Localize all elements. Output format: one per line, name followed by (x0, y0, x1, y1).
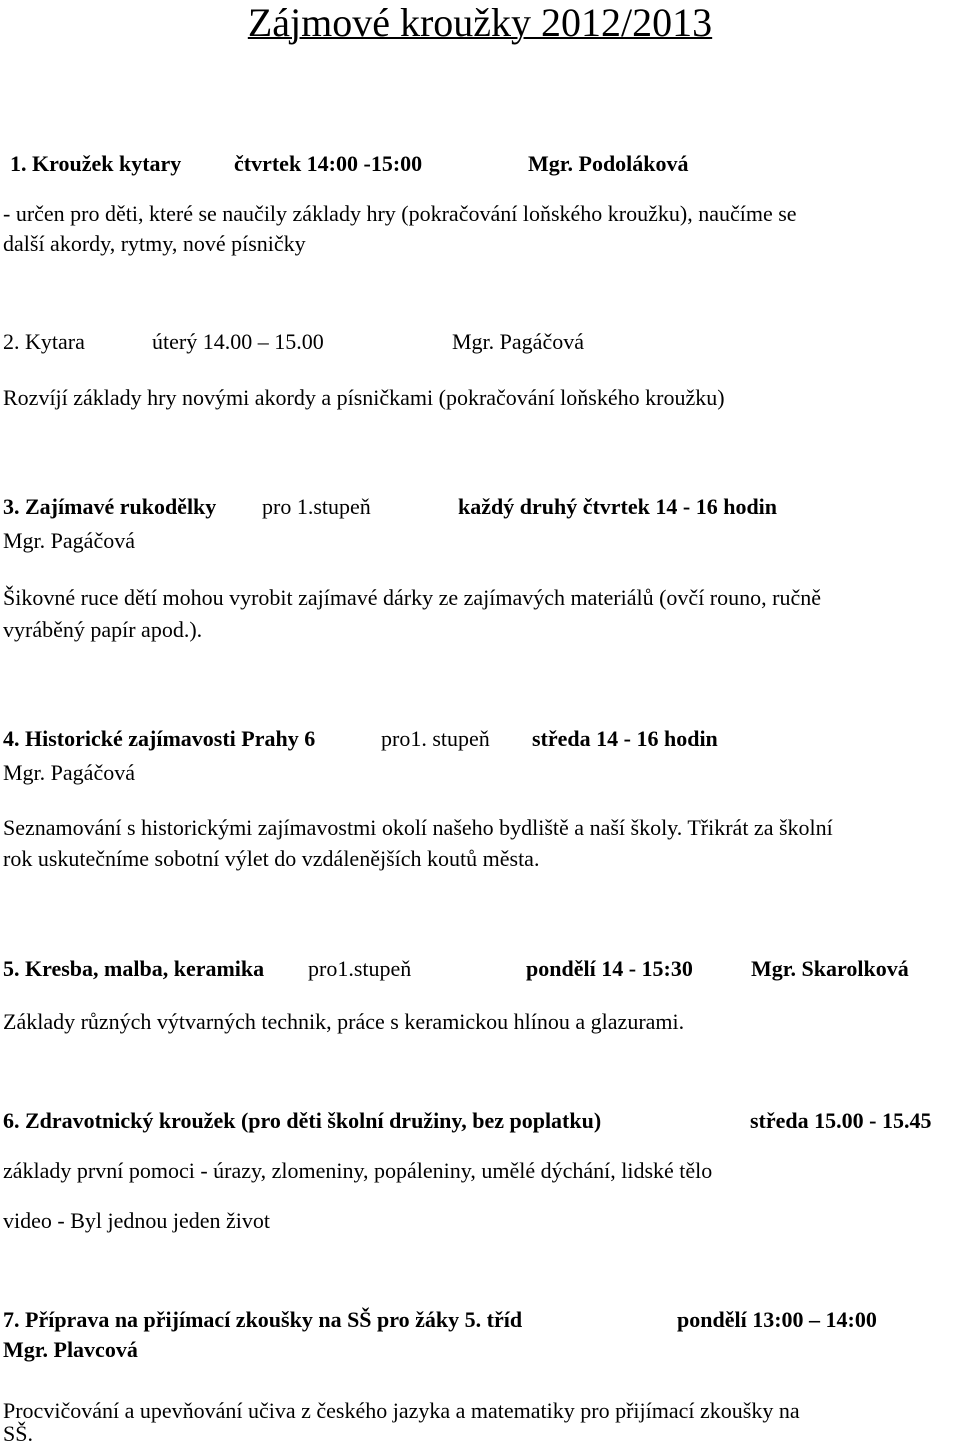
club-heading: 2. Kytara (3, 329, 85, 354)
club-teacher: Mgr. Pagáčová (3, 528, 135, 553)
club-teacher: Mgr. Plavcová (3, 1337, 138, 1362)
club-description: další akordy, rytmy, nové písničky (3, 231, 306, 256)
club-time: čtvrtek 14:00 -15:00 (234, 151, 423, 176)
club-audience: pro1.stupeň (308, 956, 412, 981)
club-time: úterý 14.00 – 15.00 (152, 329, 324, 354)
club-description: Základy různých výtvarných technik, práce s keramickou hlínou a glazurami. (3, 1009, 685, 1034)
club-description: SŠ. (3, 1421, 33, 1446)
club-description: základy první pomoci - úrazy, zlomeniny, popáleniny, umělé dýchání, lidské tělo (3, 1158, 713, 1183)
club-time: středa 15.00 - 15.45 (750, 1108, 932, 1133)
club-heading: 3. Zajímavé rukodělky (3, 494, 217, 519)
club-description: Procvičování a upevňování učiva z českého jazyka a matematiky pro přijímací zkoušky na (3, 1398, 800, 1423)
club-heading: 1. Kroužek kytary (10, 151, 182, 176)
club-teacher: Mgr. Skarolková (751, 956, 909, 981)
club-time: pondělí 13:00 – 14:00 (677, 1307, 877, 1332)
club-description: rok uskutečníme sobotní výlet do vzdálenějších koutů města. (3, 846, 540, 871)
club-audience: pro 1.stupeň (262, 494, 371, 519)
club-heading: 4. Historické zajímavosti Prahy 6 (3, 726, 316, 751)
club-audience: pro1. stupeň (381, 726, 490, 751)
club-time: každý druhý čtvrtek 14 - 16 hodin (458, 494, 778, 519)
club-description: Šikovné ruce dětí mohou vyrobit zajímavé dárky ze zajímavých materiálů (ovčí rouno, ručně (3, 585, 821, 610)
club-heading: 7. Příprava na přijímací zkoušky na SŠ pro žáky 5. tříd (3, 1307, 523, 1332)
club-teacher: Mgr. Pagáčová (452, 329, 584, 354)
club-description: video - Byl jednou jeden život (3, 1208, 270, 1233)
club-description: Rozvíjí základy hry novými akordy a písničkami (pokračování loňského kroužku) (3, 385, 725, 410)
club-description: vyráběný papír apod.). (3, 617, 203, 642)
page-title: Zájmové kroužky 2012/2013 (247, 0, 713, 45)
club-teacher: Mgr. Pagáčová (3, 760, 135, 785)
club-description: Seznamování s historickými zajímavostmi okolí našeho bydliště a naší školy. Třikrát za školní (3, 815, 833, 840)
club-heading: 6. Zdravotnický kroužek (pro děti školní družiny, bez poplatku) (3, 1108, 602, 1133)
club-time: pondělí 14 - 15:30 (526, 956, 693, 981)
club-time: středa 14 - 16 hodin (532, 726, 718, 751)
club-heading: 5. Kresba, malba, keramika (3, 956, 265, 981)
club-teacher: Mgr. Podoláková (528, 151, 689, 176)
club-description: - určen pro děti, které se naučily základy hry (pokračování loňského kroužku), naučíme se (3, 201, 797, 226)
